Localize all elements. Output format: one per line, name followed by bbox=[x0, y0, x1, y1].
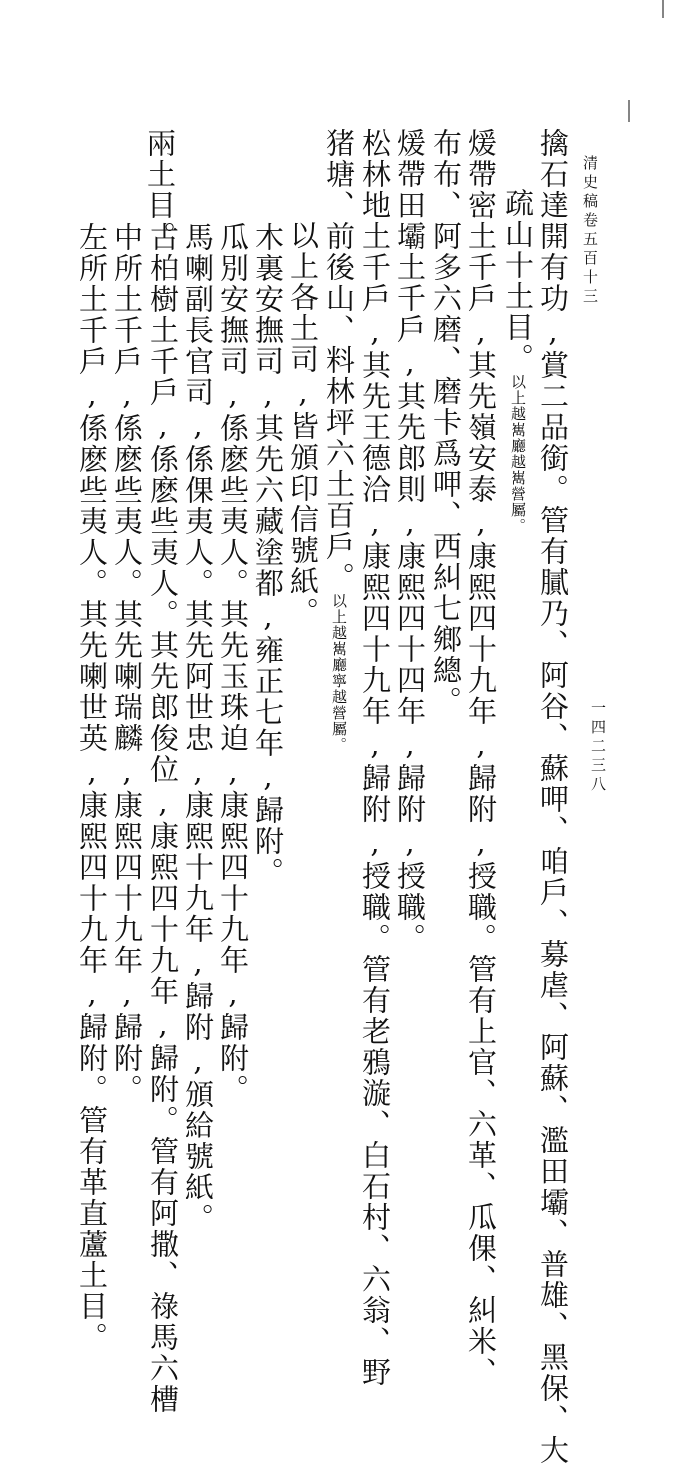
column-text: 猪塘、前後山、料林坪六土百戶。 bbox=[322, 128, 356, 593]
column-text: 木裏安撫司,其先六藏塗都,雍正七年,歸附。 bbox=[251, 222, 285, 888]
text-column bbox=[181, 222, 215, 1234]
text-column bbox=[75, 222, 109, 1353]
column-text: 以上各土司,皆頒印信號紙。 bbox=[286, 220, 320, 628]
column-text: 左所土千戶,係麽些夷人。其先喇世英,康熙四十九年,歸附。管有革直蘆土目。 bbox=[75, 222, 109, 1353]
column-text: 兩土目。 bbox=[143, 128, 177, 252]
text-column bbox=[501, 188, 535, 534]
column-text: 煖帶田壩土千戶,其先郎則,康熙四十四年,歸附,授職。 bbox=[393, 128, 427, 954]
page-number: 一四二三八 bbox=[589, 700, 607, 795]
text-column bbox=[146, 222, 180, 1415]
text-column bbox=[429, 128, 463, 717]
column-text: 擒石達開有功,賞二品銜。管有膩乃、阿谷、蘇呷、咱戶、募虐、阿蘇、濫田壩、普雄、黑保、大 bbox=[536, 128, 570, 1466]
scan-mark bbox=[628, 100, 630, 122]
column-text: 中所土千戶,係麽些夷人。其先喇瑞麟,康熙四十九年,歸附。 bbox=[110, 222, 144, 1105]
text-column bbox=[536, 128, 570, 1466]
column-text: 古柏樹土千戶,係麽些夷人。其先郎俊位,康熙四十九年,歸附。管有阿撒、祿馬六槽 bbox=[146, 222, 180, 1415]
text-column bbox=[110, 222, 144, 1105]
text-column bbox=[358, 128, 392, 1388]
annotation-note: 以上越嶲廳寧越營屬。 bbox=[330, 593, 348, 753]
text-column bbox=[216, 222, 250, 1105]
column-text: 疏山十土目。 bbox=[501, 188, 535, 374]
column-text: 布布、阿多六磨、磨卡爲呷、西糾七鄉總。 bbox=[429, 128, 463, 717]
text-column bbox=[251, 222, 285, 888]
text-column bbox=[464, 128, 498, 1388]
annotation-note: 以上越嶲廳越嶲營屬。 bbox=[509, 374, 527, 534]
scan-mark bbox=[662, 0, 664, 18]
running-title: 清史稿卷五百十三 bbox=[581, 155, 599, 307]
text-column bbox=[393, 128, 427, 954]
column-text: 煖帶密土千戶,其先嶺安泰,康熙四十九年,歸附,授職。管有上官、六革、瓜倮、糾米、 bbox=[464, 128, 498, 1388]
column-text: 松林地土千戶,其先王德洽,康熙四十九年,歸附,授職。管有老鴉漩、白石村、六翁、野 bbox=[358, 128, 392, 1388]
text-column bbox=[143, 128, 177, 252]
column-text: 馬喇副長官司,係倮夷人。其先阿世忠,康熙十九年,歸附,頒給號紙。 bbox=[181, 222, 215, 1234]
text-column bbox=[286, 220, 320, 628]
column-text: 瓜別安撫司,係麽些夷人。其先玉珠迫,康熙四十九年,歸附。 bbox=[216, 222, 250, 1105]
text-column bbox=[322, 128, 356, 753]
